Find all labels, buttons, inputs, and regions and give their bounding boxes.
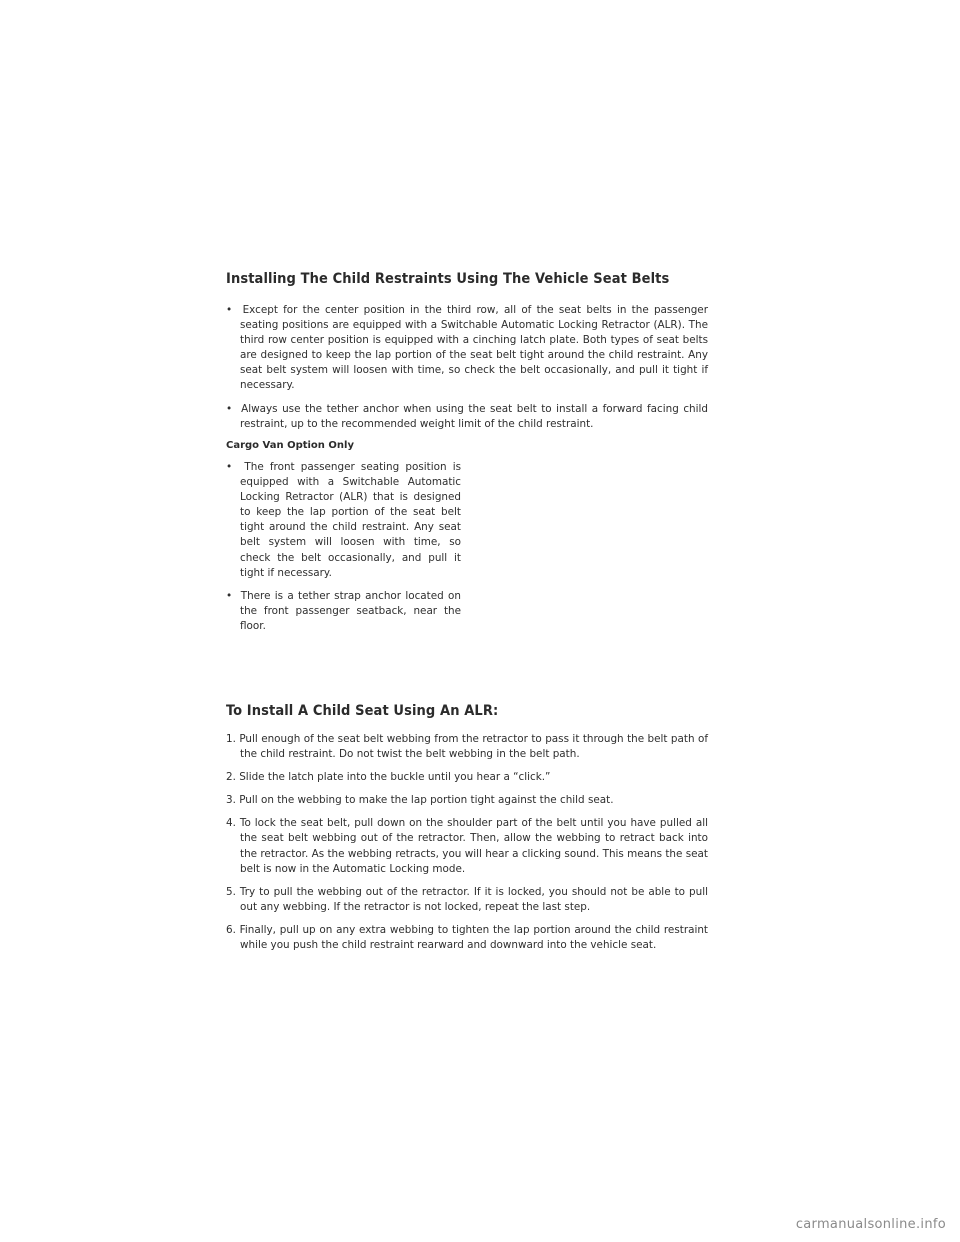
watermark: carmanualsonline.info [795, 1217, 946, 1232]
section-cargo-van [226, 440, 461, 634]
bullet-item: • The front passenger seating position is equipped with a Switchable Automatic Locking Retractor (ALR) that is designed to keep the lap portion of the seat belt tight around the child restraint. Any seat belt system will loosen with time, so check the belt occasionally, and pull it tight if necessary. [226, 460, 461, 581]
bullet-item: • There is a tether strap anchor located on the front passenger seatback, near the floor. [226, 589, 461, 634]
section-heading: Installing The Child Restraints Using The Vehicle Seat Belts [226, 271, 670, 287]
step-item: 1. Pull enough of the seat belt webbing from the retractor to pass it through the belt path of the child restraint. Do not twist the belt webbing in the belt path. [226, 733, 708, 761]
subheading: Cargo Van Option Only [226, 440, 354, 451]
section-seat-belts [226, 271, 708, 432]
section-heading: To Install A Child Seat Using An ALR: [226, 703, 499, 719]
bullet-item: • Always use the tether anchor when using the seat belt to install a forward facing child restraint, up to the recommended weight limit of the child restraint. [226, 402, 708, 432]
step-item: 3. Pull on the webbing to make the lap portion tight against the child seat. [226, 794, 614, 807]
step-item: 6. Finally, pull up on any extra webbing to tighten the lap portion around the child restraint while you push the child restraint rearward and downward into the vehicle seat. [226, 923, 708, 952]
step-item: 5. Try to pull the webbing out of the retractor. If it is locked, you should not be able to pull out any webbing. If the retractor is not locked, repeat the last step. [226, 885, 708, 913]
section-alr-install [226, 703, 708, 953]
step-item: 4. To lock the seat belt, pull down on the shoulder part of the belt until you have pulled all the seat belt webbing out of the retractor. Then, allow the webbing to retract back into the retractor. As the webbing retracts, you will hear a clicking sound. This means the seat belt is now in the Automatic Locking mode. [226, 817, 708, 875]
step-item: 2. Slide the latch plate into the buckle until you hear a “click.” [226, 771, 551, 784]
bullet-item: • Except for the center position in the third row, all of the seat belts in the passenger seating positions are equipped with a Switchable Automatic Locking Retractor (ALR). The third row center position is equipped with a cinching latch plate. Both types of seat belts are designed to keep the lap portion of the seat belt tight around the child restraint. Any seat belt system will loosen with time, so check the belt occasionally, and pull it tight if necessary. [226, 303, 708, 394]
